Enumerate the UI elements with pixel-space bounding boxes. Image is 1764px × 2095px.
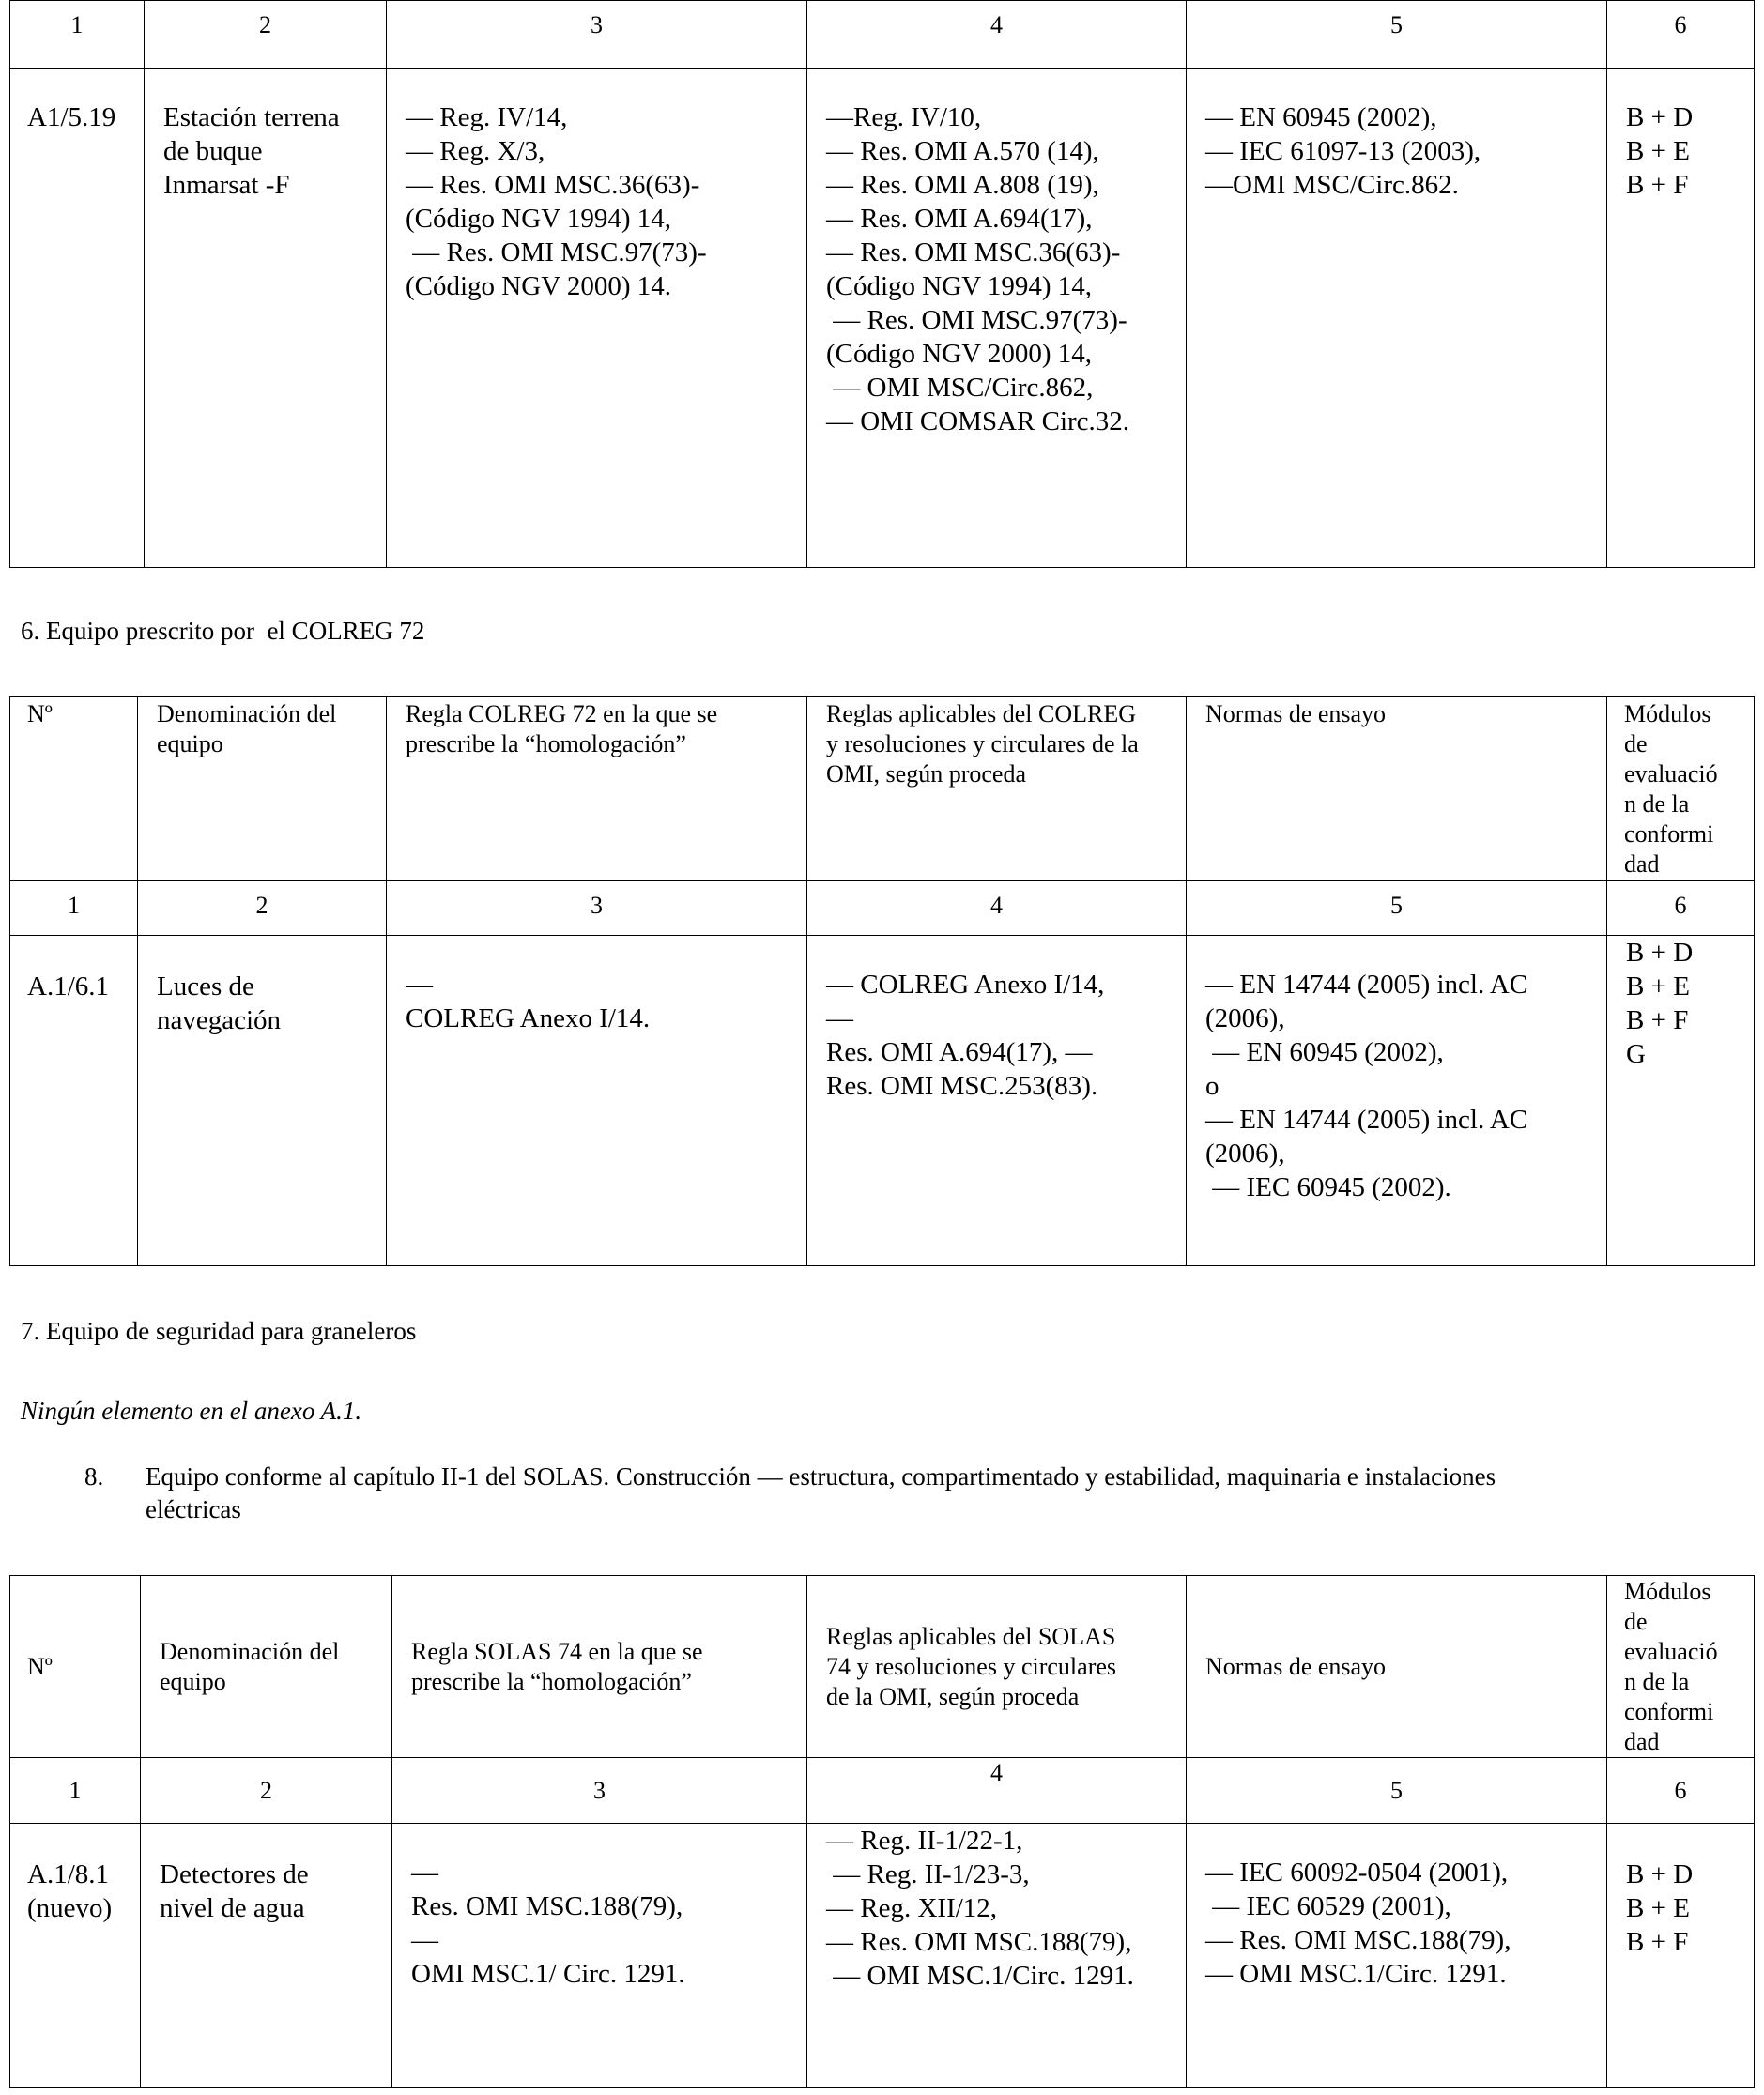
col-number: 6 <box>1607 1758 1755 1824</box>
cell-rule: — Res. OMI MSC.188(79), — OMI MSC.1/ Circ. 1291. <box>392 1824 807 2088</box>
section-7-title: 7. Equipo de seguridad para graneleros <box>21 1317 417 1345</box>
cell-applicable: —Reg. IV/10, — Res. OMI A.570 (14), — Res. OMI A.808 (19), — Res. OMI A.694(17), — Res. OMI MSC.36(63)- (Código NGV 1994) 14, — Res. OMI MSC.97(73)- (Código NGV 2000) 14, — OMI MSC/Circ.862, — OMI COMSAR Circ.32. <box>807 69 1187 568</box>
cell-equipment: Detectores de nivel de agua <box>141 1824 392 2088</box>
cell-no: A.1/6.1 <box>10 936 138 1266</box>
table-colreg <box>9 696 1755 1266</box>
header-row <box>10 697 1755 881</box>
header-no: Nº <box>10 697 138 881</box>
col-number: 4 <box>807 1 1187 69</box>
header-modules: Módulos de evaluació n de la conformi dad <box>1607 1576 1755 1758</box>
column-number-row <box>10 1758 1755 1824</box>
header-rule: Regla COLREG 72 en la que se prescribe la “homologación” <box>387 697 807 881</box>
col-number: 1 <box>10 881 138 936</box>
cell-standards: — EN 14744 (2005) incl. AC (2006), — EN 60945 (2002), o — EN 14744 (2005) incl. AC (2006), — IEC 60945 (2002). <box>1187 936 1607 1266</box>
col-number: 3 <box>392 1758 807 1824</box>
cell-modules: B + D B + E B + F <box>1607 1824 1755 2088</box>
table-row <box>10 1824 1755 2088</box>
col-number: 1 <box>10 1 145 69</box>
cell-equipment: Estación terrena de buque Inmarsat -F <box>145 69 387 568</box>
section-8-title: Equipo conforme al capítulo II-1 del SOLAS. Construcción — estructura, compartimentado y estabilidad, maquinaria e instalaciones eléctricas <box>146 1462 1496 1523</box>
col-number: 5 <box>1187 1758 1607 1824</box>
header-equipment: Denominación del equipo <box>141 1576 392 1758</box>
col-number: 3 <box>387 881 807 936</box>
header-applicable: Reglas aplicables del COLREG y resoluciones y circulares de la OMI, según proceda <box>807 697 1187 881</box>
cell-equipment: Luces de navegación <box>138 936 387 1266</box>
cell-no: A1/5.19 <box>10 69 145 568</box>
cell-rule: — COLREG Anexo I/14. <box>387 936 807 1266</box>
col-number: 6 <box>1607 881 1755 936</box>
header-standards: Normas de ensayo <box>1187 1576 1607 1758</box>
header-applicable: Reglas aplicables del SOLAS 74 y resoluciones y circulares de la OMI, según proceda <box>807 1576 1187 1758</box>
table-solas-ii-1 <box>9 1575 1755 2088</box>
header-standards: Normas de ensayo <box>1187 697 1607 881</box>
cell-standards: — IEC 60092-0504 (2001), — IEC 60529 (2001), — Res. OMI MSC.188(79), — OMI MSC.1/Circ. 1291. <box>1187 1824 1607 2088</box>
section-7-note: Ningún elemento en el anexo A.1. <box>21 1397 362 1425</box>
table-a1-5-19 <box>9 0 1755 568</box>
column-number-row <box>10 881 1755 936</box>
table-row <box>10 69 1755 568</box>
col-number: 6 <box>1607 1 1755 69</box>
col-number: 2 <box>138 881 387 936</box>
col-number: 4 <box>807 881 1187 936</box>
header-no: Nº <box>10 1576 141 1758</box>
header-equipment: Denominación del equipo <box>138 697 387 881</box>
section-8-number: 8. <box>84 1462 104 1491</box>
col-number: 4 <box>807 1758 1187 1824</box>
cell-applicable: — Reg. II-1/22-1, — Reg. II-1/23-3, — Reg. XII/12, — Res. OMI MSC.188(79), — OMI MSC.1/Circ. 1291. <box>807 1824 1187 2088</box>
cell-no: A.1/8.1 (nuevo) <box>10 1824 141 2088</box>
table-row <box>10 936 1755 1266</box>
cell-modules: B + D B + E B + F <box>1607 69 1755 568</box>
header-row <box>10 1576 1755 1758</box>
col-number: 2 <box>145 1 387 69</box>
cell-modules: B + D B + E B + F G <box>1607 936 1755 1266</box>
col-number: 5 <box>1187 1 1607 69</box>
col-number: 5 <box>1187 881 1607 936</box>
column-number-row <box>10 1 1755 69</box>
cell-standards: — EN 60945 (2002), — IEC 61097-13 (2003), —OMI MSC/Circ.862. <box>1187 69 1607 568</box>
col-number: 3 <box>387 1 807 69</box>
section-6-title: 6. Equipo prescrito por el COLREG 72 <box>21 617 425 645</box>
col-number: 2 <box>141 1758 392 1824</box>
header-modules: Módulos de evaluació n de la conformi dad <box>1607 697 1755 881</box>
col-number: 1 <box>10 1758 141 1824</box>
cell-applicable: — COLREG Anexo I/14, — Res. OMI A.694(17), — Res. OMI MSC.253(83). <box>807 936 1187 1266</box>
cell-rule: — Reg. IV/14, — Reg. X/3, — Res. OMI MSC.36(63)- (Código NGV 1994) 14, — Res. OMI MSC.97(73)- (Código NGV 2000) 14. <box>387 69 807 568</box>
header-rule: Regla SOLAS 74 en la que se prescribe la “homologación” <box>392 1576 807 1758</box>
